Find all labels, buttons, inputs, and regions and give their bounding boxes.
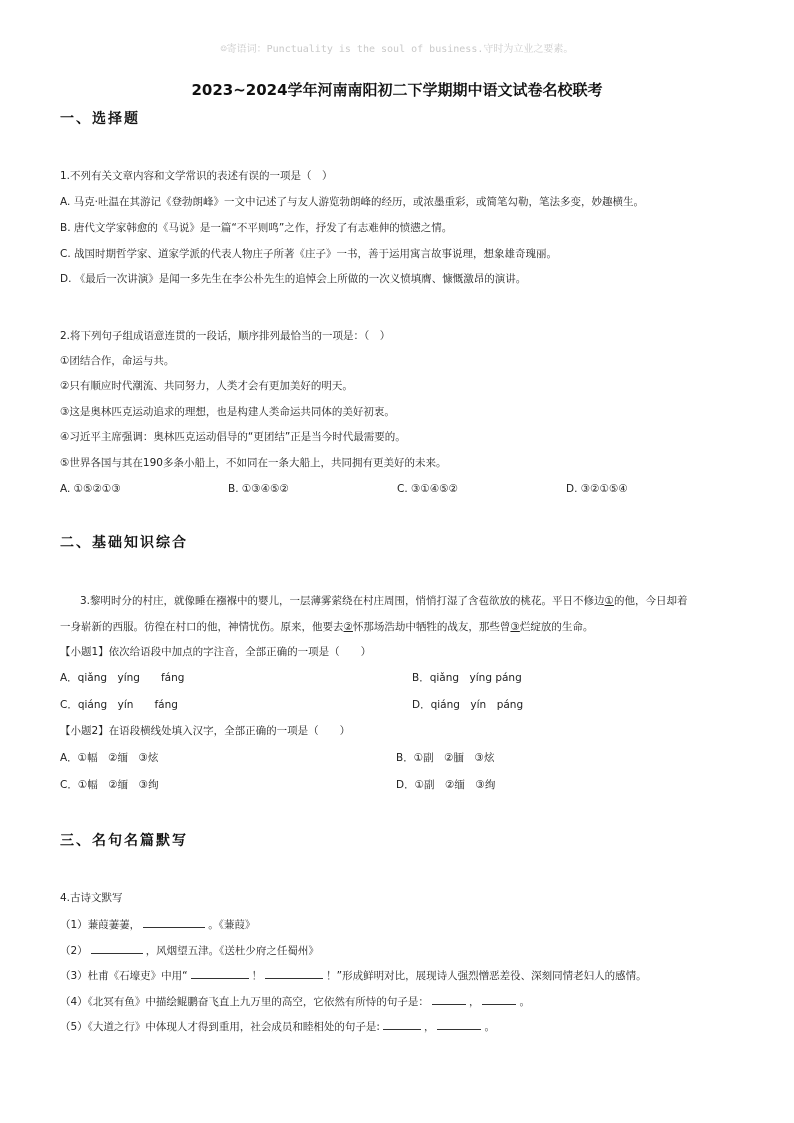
- q1-option-b: B. 唐代文学家韩愈的《马说》是一篇“不平则鸣”之作，抒发了有志难伸的愤懑之情。: [60, 222, 453, 234]
- q1-option-d: D. 《最后一次讲演》是闻一多先生在李公朴先生的追悼会上所做的一次义愤填膺、慷慨激昂的演讲。: [60, 273, 527, 285]
- q3-sub2-option-a: A．①幅 ②缅 ③炫: [60, 752, 159, 764]
- section-heading-recitation: 三、名句名篇默写: [60, 833, 188, 849]
- q2-option-b: B. ①③④⑤②: [228, 483, 289, 495]
- q4-item-text: （2）: [60, 945, 88, 957]
- q4-item-text: （4）《北冥有鱼》中描绘鲲鹏奋飞直上九万里的高空，它依然有所恃的句子是：: [60, 996, 429, 1008]
- q4-stem: 4.古诗文默写: [60, 892, 123, 904]
- q4-item-2: [60, 942, 319, 958]
- q1-option-c: C. 战国时期哲学家、道家学派的代表人物庄子所著《庄子》一书，善于运用寓言故事说理，想象雄奇瑰丽。: [60, 248, 558, 260]
- q3-sub2-stem: 【小题2】在语段横线处填入汉字，全部正确的一项是（ ）: [60, 725, 351, 737]
- q3-blank-2: ②: [343, 621, 353, 633]
- q4-item-1: [60, 916, 255, 932]
- motto-watermark: ☺寄语词：Punctuality is the soul of business.守时为立业之要素。: [220, 44, 574, 55]
- q4-item-text: 。《蒹葭》: [208, 919, 256, 931]
- q2-sentence-4: ④习近平主席强调：奥林匹克运动倡导的“更团结”正是当今时代最需要的。: [60, 431, 406, 443]
- q4-item-4: [60, 993, 530, 1009]
- q1-stem: 1.不列有关文章内容和文学常识的表述有误的一项是（ ）: [60, 170, 333, 182]
- q3-sub2-option-c: C．①幅 ②缅 ③绚: [60, 779, 159, 791]
- q3-blank-3: ③: [510, 621, 520, 633]
- answer-blank[interactable]: [265, 967, 323, 979]
- answer-blank[interactable]: [143, 916, 205, 928]
- q4-item-5: [60, 1018, 495, 1034]
- q2-option-d: D. ③②①⑤④: [566, 483, 628, 495]
- q2-sentence-1: ①团结合作，命运与共。: [60, 355, 175, 367]
- q4-item-text: ，: [468, 996, 480, 1008]
- q1-option-a: A. 马克·吐温在其游记《登勃朗峰》一文中记述了与友人游览勃朗峰的经历，或浓墨重彩，或简笔勾勒，笔法多变，妙趣横生。: [60, 196, 645, 208]
- q3-passage-text: 烂绽放的生命。: [519, 621, 594, 633]
- q4-item-text: ，风烟望五津。《送杜少府之任蜀州》: [145, 945, 319, 957]
- q3-sub1-option-b: B．qiǎng yíng páng: [412, 672, 522, 684]
- q4-item-text: 。: [484, 1021, 495, 1033]
- q2-option-a: A. ①⑤②①③: [60, 483, 121, 495]
- answer-blank[interactable]: [383, 1018, 421, 1030]
- q3-sub2-option-b: B．①副 ②腼 ③炫: [396, 752, 495, 764]
- q4-item-text: （5）《大道之行》中体现人才得到重用，社会成员和睦相处的句子是:: [60, 1021, 380, 1033]
- q4-item-text: ，: [423, 1021, 435, 1033]
- section-heading-basics: 二、基础知识综合: [60, 535, 188, 551]
- q3-passage-line-2: [60, 620, 593, 634]
- section-heading-choice: 一、选择题: [60, 111, 140, 127]
- q4-item-3: [60, 967, 647, 983]
- q4-item-text: 。: [519, 996, 530, 1008]
- q2-option-c: C. ③①④⑤②: [397, 483, 459, 495]
- answer-blank[interactable]: [432, 993, 466, 1005]
- q2-sentence-5: ⑤世界各国与其在190多条小船上，不如同在一条大船上，共同拥有更美好的未来。: [60, 457, 447, 469]
- q4-item-text: （3）杜甫《石壕吏》中用“: [60, 970, 188, 982]
- q3-sub2-option-d: D．①副 ②缅 ③绚: [396, 779, 496, 791]
- q3-sub1-option-c: C．qiáng yín fáng: [60, 699, 178, 711]
- answer-blank[interactable]: [91, 942, 143, 954]
- q3-sub1-option-a: A．qiǎng yíng fáng: [60, 672, 185, 684]
- q3-sub1-option-d: D．qiáng yín páng: [412, 699, 524, 711]
- q3-passage-text: 的他，今日却着: [613, 595, 688, 607]
- q3-blank-1: ①: [604, 595, 614, 607]
- answer-blank[interactable]: [437, 1018, 481, 1030]
- q3-sub1-stem: 【小题1】依次给语段中加点的字注音，全部正确的一项是（ ）: [60, 646, 372, 658]
- q4-item-text: ！”形成鲜明对比，展现诗人强烈憎恶差役、深刻同情老妇人的感情。: [326, 970, 647, 982]
- q3-passage-text: 怀那场浩劫中牺牲的战友，那些曾: [352, 621, 511, 633]
- q2-sentence-2: ②只有顺应时代潮流、共同努力，人类才会有更加美好的明天。: [60, 380, 353, 392]
- answer-blank[interactable]: [191, 967, 249, 979]
- page-title: 2023~2024学年河南南阳初二下学期期中语文试卷名校联考: [191, 81, 603, 99]
- q3-passage-line-1: [80, 594, 687, 608]
- q3-passage-text: 3.黎明时分的村庄，就像睡在襁褓中的婴儿，一层薄雾萦绕在村庄周围，悄悄打湿了含苞欲放的桃花。平日不修边: [80, 595, 605, 607]
- q4-item-text: ！: [251, 970, 263, 982]
- q4-item-text: （1）蒹葭萋萋，: [60, 919, 141, 931]
- answer-blank[interactable]: [482, 993, 516, 1005]
- q3-passage-text: 一身崭新的西服。彷徨在村口的他，神情忧伤。原来，他要去: [60, 621, 344, 633]
- q2-sentence-3: ③这是奥林匹克运动追求的理想，也是构建人类命运共同体的美好初衷。: [60, 406, 395, 418]
- q2-stem: 2.将下列句子组成语意连贯的一段话，顺序排列最恰当的一项是：（ ）: [60, 330, 391, 342]
